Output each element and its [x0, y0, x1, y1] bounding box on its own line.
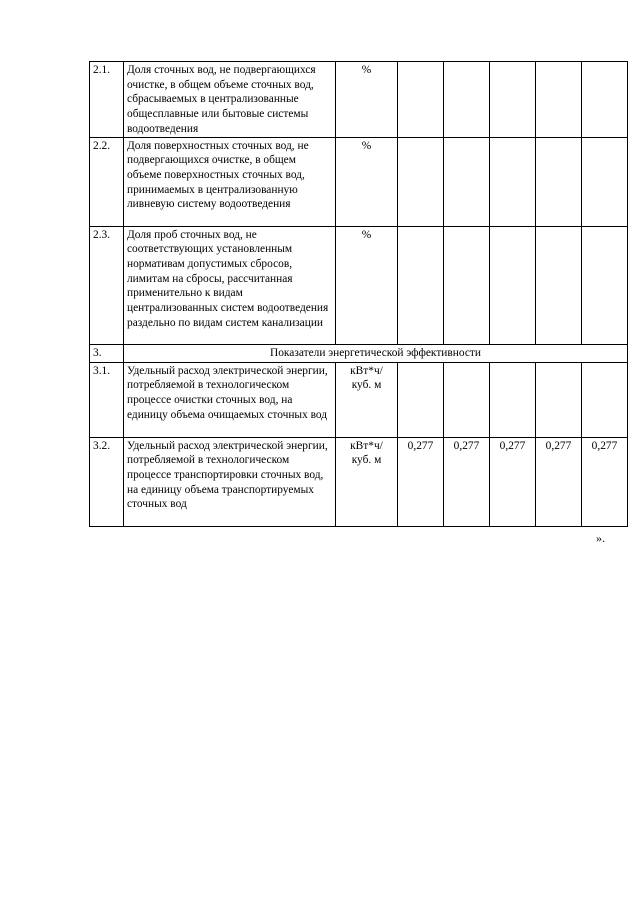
indicator-name: Удельный расход электрической энергии, потребляемой в технологическом процессе транспортировки сточных вод, на единицу объема транспортируемых сточных вод — [124, 437, 336, 526]
value-cell: 0,277 — [444, 437, 490, 526]
value-cell — [398, 226, 444, 344]
table-row — [90, 362, 628, 437]
value-cell — [536, 62, 582, 138]
row-number: 2.1. — [90, 62, 124, 138]
value-cell — [536, 362, 582, 437]
value-cell — [536, 137, 582, 226]
value-cell: 0,277 — [398, 437, 444, 526]
value-cell — [490, 226, 536, 344]
value-cell — [490, 362, 536, 437]
table-row — [90, 62, 628, 138]
value-cell — [582, 226, 628, 344]
value-cell — [444, 226, 490, 344]
row-number: 2.3. — [90, 226, 124, 344]
value-cell: 0,277 — [490, 437, 536, 526]
indicators-table — [89, 61, 628, 527]
closing-quote: ». — [596, 531, 605, 545]
section-title: Показатели энергетической эффективности — [124, 344, 628, 362]
row-number: 3.2. — [90, 437, 124, 526]
unit-cell: кВт*ч/ куб. м — [336, 362, 398, 437]
value-cell — [490, 137, 536, 226]
value-cell — [444, 362, 490, 437]
value-cell — [444, 62, 490, 138]
indicator-name: Доля сточных вод, не подвергающихся очистке, в общем объеме сточных вод, сбрасываемых в централизованные общесплавные или бытовые системы водоотведения — [124, 62, 336, 138]
value-cell — [444, 137, 490, 226]
section-number: 3. — [90, 344, 124, 362]
value-cell: 0,277 — [582, 437, 628, 526]
unit-cell: % — [336, 62, 398, 138]
row-number: 2.2. — [90, 137, 124, 226]
table-row — [90, 437, 628, 526]
section-row — [90, 344, 628, 362]
value-cell — [490, 62, 536, 138]
value-cell — [582, 137, 628, 226]
value-cell: 0,277 — [536, 437, 582, 526]
value-cell — [536, 226, 582, 344]
table-row — [90, 137, 628, 226]
indicator-name: Удельный расход электрической энергии, потребляемой в технологическом процессе очистки сточных вод, на единицу объема очищаемых сточных вод — [124, 362, 336, 437]
unit-cell: % — [336, 137, 398, 226]
value-cell — [582, 362, 628, 437]
indicator-name: Доля проб сточных вод, не соответствующих установленным нормативам допустимых сбросов, лимитам на сбросы, рассчитанная применительно к видам централизованных систем водоотведения раздельно по видам систем канализации — [124, 226, 336, 344]
table-row — [90, 226, 628, 344]
row-number: 3.1. — [90, 362, 124, 437]
unit-cell: % — [336, 226, 398, 344]
value-cell — [582, 62, 628, 138]
value-cell — [398, 62, 444, 138]
value-cell — [398, 137, 444, 226]
unit-cell: кВт*ч/ куб. м — [336, 437, 398, 526]
indicator-name: Доля поверхностных сточных вод, не подвергающихся очистке, в общем объеме поверхностных сточных вод, принимаемых в централизованную ливневую систему водоотведения — [124, 137, 336, 226]
value-cell — [398, 362, 444, 437]
